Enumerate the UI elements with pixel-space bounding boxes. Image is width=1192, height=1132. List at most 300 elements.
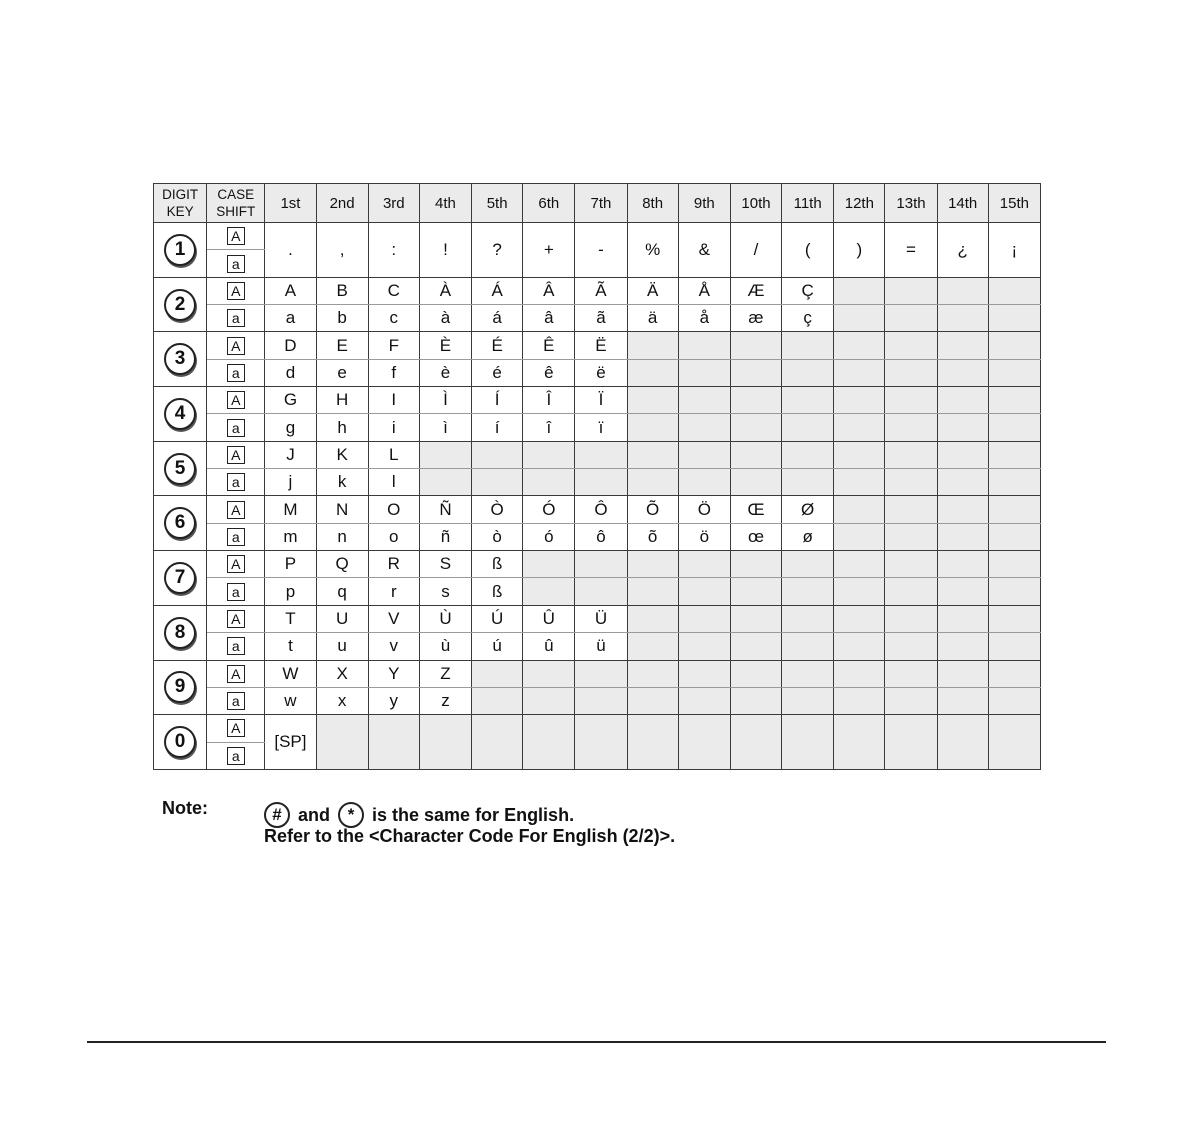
char-cell: K: [316, 441, 368, 468]
case-shift-cell: [207, 551, 265, 578]
char-cell: [730, 551, 781, 578]
note-refer-text: Refer to the <Character Code For English (2/2)>.: [264, 826, 676, 846]
char-cell: x: [316, 687, 368, 714]
star-key-icon: *: [338, 802, 364, 828]
column-header: 15th: [988, 184, 1040, 223]
char-cell: ?: [472, 223, 523, 278]
digit-key-cell: [154, 223, 207, 278]
digit-key-cell: [154, 387, 207, 442]
char-cell: r: [368, 578, 419, 605]
char-cell: ô: [575, 523, 627, 550]
char-cell: [988, 660, 1040, 687]
char-cell: [730, 441, 781, 468]
char-cell: [575, 660, 627, 687]
char-cell: [937, 277, 988, 304]
table-row: [154, 687, 1041, 714]
char-cell: :: [368, 223, 419, 278]
char-cell: [988, 605, 1040, 632]
digit-key-cell: [154, 332, 207, 387]
char-cell: [885, 496, 937, 523]
char-cell: [834, 387, 885, 414]
column-header: 6th: [523, 184, 575, 223]
char-cell: [782, 441, 834, 468]
char-cell: õ: [627, 523, 678, 550]
char-cell: ß: [472, 551, 523, 578]
case-shift-cell: [207, 305, 265, 332]
table-row: [154, 387, 1041, 414]
table-row: [154, 578, 1041, 605]
lowercase-box-icon: a: [227, 309, 245, 327]
column-header: 8th: [627, 184, 678, 223]
column-header: 4th: [419, 184, 471, 223]
char-cell: g: [265, 414, 316, 441]
char-cell: [678, 605, 730, 632]
char-cell: [523, 441, 575, 468]
digit-key-icon: 1: [164, 234, 196, 266]
note-and-text: and: [298, 804, 331, 825]
char-cell: [730, 578, 781, 605]
char-cell: œ: [730, 523, 781, 550]
char-cell: f: [368, 359, 419, 386]
table-row: [154, 633, 1041, 660]
char-cell: [988, 687, 1040, 714]
char-cell: p: [265, 578, 316, 605]
uppercase-box-icon: A: [227, 610, 245, 628]
char-cell: ó: [523, 523, 575, 550]
digit-key-icon: 8: [164, 617, 196, 649]
char-cell: /: [730, 223, 781, 278]
char-cell: [782, 687, 834, 714]
char-cell: Õ: [627, 496, 678, 523]
char-cell: [782, 332, 834, 359]
case-shift-cell: [207, 715, 265, 742]
case-shift-cell: [207, 687, 265, 714]
char-cell: G: [265, 387, 316, 414]
char-cell: [678, 359, 730, 386]
char-cell: Ú: [472, 605, 523, 632]
case-shift-cell: [207, 359, 265, 386]
char-cell: Ê: [523, 332, 575, 359]
char-cell: [988, 441, 1040, 468]
char-cell: [937, 660, 988, 687]
char-cell: [730, 414, 781, 441]
char-cell: Ñ: [419, 496, 471, 523]
case-shift-cell: [207, 742, 265, 769]
character-code-table: [153, 183, 1041, 770]
char-cell: d: [265, 359, 316, 386]
char-cell: ): [834, 223, 885, 278]
digit-key-icon: 4: [164, 398, 196, 430]
char-cell: [523, 660, 575, 687]
table-row: [154, 359, 1041, 386]
char-cell: [575, 715, 627, 770]
char-cell: [627, 387, 678, 414]
char-cell: [730, 332, 781, 359]
char-cell: Á: [472, 277, 523, 304]
char-cell: [834, 715, 885, 770]
digit-key-cell: [154, 277, 207, 332]
column-header: 10th: [730, 184, 781, 223]
char-cell: [885, 387, 937, 414]
uppercase-box-icon: A: [227, 446, 245, 464]
char-cell: [885, 578, 937, 605]
case-shift-cell: [207, 605, 265, 632]
char-cell: [782, 605, 834, 632]
char-cell: [885, 523, 937, 550]
char-cell: [834, 332, 885, 359]
char-cell: [730, 633, 781, 660]
char-cell: Ô: [575, 496, 627, 523]
char-cell: i: [368, 414, 419, 441]
char-cell: [575, 551, 627, 578]
char-cell: J: [265, 441, 316, 468]
char-cell: [368, 715, 419, 770]
char-cell: ë: [575, 359, 627, 386]
char-cell: [678, 387, 730, 414]
char-cell: t: [265, 633, 316, 660]
char-cell: [988, 633, 1040, 660]
digit-key-icon: 0: [164, 726, 196, 758]
char-cell: m: [265, 523, 316, 550]
char-cell: [988, 277, 1040, 304]
char-cell: [937, 523, 988, 550]
char-cell: ñ: [419, 523, 471, 550]
char-cell: [937, 605, 988, 632]
char-cell: [419, 441, 471, 468]
char-cell: [SP]: [265, 715, 316, 770]
table-row: [154, 496, 1041, 523]
lowercase-box-icon: a: [227, 583, 245, 601]
table-row: [154, 414, 1041, 441]
char-cell: å: [678, 305, 730, 332]
char-cell: D: [265, 332, 316, 359]
char-cell: [834, 578, 885, 605]
char-cell: [678, 551, 730, 578]
char-cell: [730, 387, 781, 414]
char-cell: [782, 660, 834, 687]
char-cell: [782, 359, 834, 386]
char-cell: [782, 469, 834, 496]
table-row: [154, 523, 1041, 550]
column-header: 11th: [782, 184, 834, 223]
case-shift-cell: [207, 277, 265, 304]
char-cell: Ë: [575, 332, 627, 359]
char-cell: È: [419, 332, 471, 359]
char-cell: R: [368, 551, 419, 578]
char-cell: Z: [419, 660, 471, 687]
char-cell: [885, 277, 937, 304]
char-cell: =: [885, 223, 937, 278]
column-header: 5th: [472, 184, 523, 223]
table-row: [154, 332, 1041, 359]
column-header: 14th: [937, 184, 988, 223]
char-cell: !: [419, 223, 471, 278]
char-cell: [472, 687, 523, 714]
char-cell: [782, 551, 834, 578]
digit-key-cell: [154, 551, 207, 606]
char-cell: Ù: [419, 605, 471, 632]
char-cell: [885, 660, 937, 687]
table-row: [154, 715, 1041, 742]
char-cell: ã: [575, 305, 627, 332]
char-cell: ß: [472, 578, 523, 605]
uppercase-box-icon: A: [227, 391, 245, 409]
char-cell: ò: [472, 523, 523, 550]
char-cell: [523, 715, 575, 770]
char-cell: z: [419, 687, 471, 714]
char-cell: u: [316, 633, 368, 660]
char-cell: ¿: [937, 223, 988, 278]
char-cell: [834, 633, 885, 660]
char-cell: Ì: [419, 387, 471, 414]
table-row: [154, 441, 1041, 468]
char-cell: [988, 469, 1040, 496]
char-cell: [885, 305, 937, 332]
char-cell: [627, 441, 678, 468]
char-cell: [523, 469, 575, 496]
char-cell: n: [316, 523, 368, 550]
char-cell: S: [419, 551, 471, 578]
char-cell: [523, 578, 575, 605]
char-cell: Û: [523, 605, 575, 632]
char-cell: [627, 332, 678, 359]
char-cell: e: [316, 359, 368, 386]
char-cell: ú: [472, 633, 523, 660]
column-header: 7th: [575, 184, 627, 223]
table-row: [154, 223, 1041, 250]
char-cell: B: [316, 277, 368, 304]
char-cell: î: [523, 414, 575, 441]
char-cell: æ: [730, 305, 781, 332]
char-cell: [472, 441, 523, 468]
char-cell: [523, 551, 575, 578]
column-header: DIGIT KEY: [154, 184, 207, 223]
char-cell: [678, 633, 730, 660]
char-cell: [730, 687, 781, 714]
char-cell: [988, 551, 1040, 578]
char-cell: [988, 496, 1040, 523]
char-cell: j: [265, 469, 316, 496]
case-shift-cell: [207, 223, 265, 250]
char-cell: [782, 387, 834, 414]
char-cell: Y: [368, 660, 419, 687]
uppercase-box-icon: A: [227, 555, 245, 573]
char-cell: ,: [316, 223, 368, 278]
char-cell: Ï: [575, 387, 627, 414]
table-row: [154, 277, 1041, 304]
char-cell: [678, 441, 730, 468]
note-same-text: is the same for English.: [372, 804, 575, 825]
lowercase-box-icon: a: [227, 364, 245, 382]
char-cell: [885, 715, 937, 770]
char-cell: Í: [472, 387, 523, 414]
char-cell: [627, 469, 678, 496]
char-cell: Œ: [730, 496, 781, 523]
char-cell: [885, 332, 937, 359]
char-cell: [988, 523, 1040, 550]
digit-key-cell: [154, 441, 207, 496]
char-cell: [472, 469, 523, 496]
char-cell: H: [316, 387, 368, 414]
char-cell: V: [368, 605, 419, 632]
char-cell: [834, 687, 885, 714]
digit-key-cell: [154, 660, 207, 715]
char-cell: a: [265, 305, 316, 332]
footer-rule: [87, 1041, 1106, 1043]
char-cell: [575, 469, 627, 496]
char-cell: Ø: [782, 496, 834, 523]
char-cell: .: [265, 223, 316, 278]
char-cell: b: [316, 305, 368, 332]
char-cell: [937, 578, 988, 605]
char-cell: [937, 359, 988, 386]
char-cell: Q: [316, 551, 368, 578]
char-cell: [730, 660, 781, 687]
char-cell: y: [368, 687, 419, 714]
char-cell: Â: [523, 277, 575, 304]
digit-key-icon: 7: [164, 562, 196, 594]
char-cell: [937, 496, 988, 523]
uppercase-box-icon: A: [227, 227, 245, 245]
char-cell: [627, 687, 678, 714]
char-cell: [782, 715, 834, 770]
lowercase-box-icon: a: [227, 637, 245, 655]
char-cell: [937, 715, 988, 770]
char-cell: [937, 441, 988, 468]
char-cell: [678, 578, 730, 605]
char-cell: [885, 605, 937, 632]
char-cell: ö: [678, 523, 730, 550]
char-cell: [937, 551, 988, 578]
char-cell: [627, 633, 678, 660]
char-cell: [678, 469, 730, 496]
char-cell: ç: [782, 305, 834, 332]
char-cell: [834, 469, 885, 496]
char-cell: [730, 469, 781, 496]
char-cell: í: [472, 414, 523, 441]
uppercase-box-icon: A: [227, 282, 245, 300]
char-cell: ê: [523, 359, 575, 386]
char-cell: [834, 441, 885, 468]
case-shift-cell: [207, 441, 265, 468]
char-cell: [419, 469, 471, 496]
case-shift-cell: [207, 469, 265, 496]
char-cell: [834, 359, 885, 386]
char-cell: [834, 277, 885, 304]
char-cell: U: [316, 605, 368, 632]
char-cell: [627, 359, 678, 386]
column-header: 13th: [885, 184, 937, 223]
table-body: [154, 223, 1041, 770]
char-cell: ù: [419, 633, 471, 660]
char-cell: W: [265, 660, 316, 687]
char-cell: á: [472, 305, 523, 332]
lowercase-box-icon: a: [227, 473, 245, 491]
case-shift-cell: [207, 523, 265, 550]
char-cell: I: [368, 387, 419, 414]
char-cell: [678, 332, 730, 359]
char-cell: [730, 715, 781, 770]
char-cell: [419, 715, 471, 770]
case-shift-cell: [207, 578, 265, 605]
lowercase-box-icon: a: [227, 692, 245, 710]
char-cell: ¡: [988, 223, 1040, 278]
table-row: [154, 305, 1041, 332]
char-cell: O: [368, 496, 419, 523]
char-cell: Å: [678, 277, 730, 304]
lowercase-box-icon: a: [227, 528, 245, 546]
char-cell: [575, 441, 627, 468]
char-cell: É: [472, 332, 523, 359]
char-cell: [575, 578, 627, 605]
char-cell: l: [368, 469, 419, 496]
note-label: Note:: [162, 798, 208, 818]
char-cell: [988, 359, 1040, 386]
lowercase-box-icon: a: [227, 747, 245, 765]
char-cell: [834, 523, 885, 550]
column-header: 1st: [265, 184, 316, 223]
char-cell: [834, 305, 885, 332]
char-cell: [885, 551, 937, 578]
column-header: 3rd: [368, 184, 419, 223]
char-cell: [834, 496, 885, 523]
char-cell: [678, 414, 730, 441]
char-cell: [885, 469, 937, 496]
char-cell: [885, 414, 937, 441]
char-cell: T: [265, 605, 316, 632]
char-cell: [937, 687, 988, 714]
char-cell: [627, 578, 678, 605]
char-cell: [678, 715, 730, 770]
table-header-row: [154, 184, 1041, 223]
char-cell: o: [368, 523, 419, 550]
column-header: 12th: [834, 184, 885, 223]
uppercase-box-icon: A: [227, 665, 245, 683]
char-cell: c: [368, 305, 419, 332]
uppercase-box-icon: A: [227, 719, 245, 737]
char-cell: â: [523, 305, 575, 332]
digit-key-cell: [154, 605, 207, 660]
char-cell: [885, 359, 937, 386]
char-cell: Ç: [782, 277, 834, 304]
char-cell: é: [472, 359, 523, 386]
char-cell: à: [419, 305, 471, 332]
case-shift-cell: [207, 414, 265, 441]
digit-key-icon: 6: [164, 507, 196, 539]
case-shift-cell: [207, 250, 265, 277]
char-cell: [937, 414, 988, 441]
digit-key-icon: 3: [164, 343, 196, 375]
uppercase-box-icon: A: [227, 337, 245, 355]
char-cell: C: [368, 277, 419, 304]
char-cell: Ò: [472, 496, 523, 523]
char-cell: A: [265, 277, 316, 304]
char-cell: [988, 414, 1040, 441]
char-cell: %: [627, 223, 678, 278]
char-cell: w: [265, 687, 316, 714]
char-cell: [988, 578, 1040, 605]
note-line-1: [264, 802, 574, 828]
column-header: 2nd: [316, 184, 368, 223]
char-cell: [678, 660, 730, 687]
char-cell: [316, 715, 368, 770]
char-cell: Æ: [730, 277, 781, 304]
char-cell: [575, 687, 627, 714]
char-cell: [627, 414, 678, 441]
digit-key-icon: 5: [164, 453, 196, 485]
char-cell: À: [419, 277, 471, 304]
lowercase-box-icon: a: [227, 419, 245, 437]
